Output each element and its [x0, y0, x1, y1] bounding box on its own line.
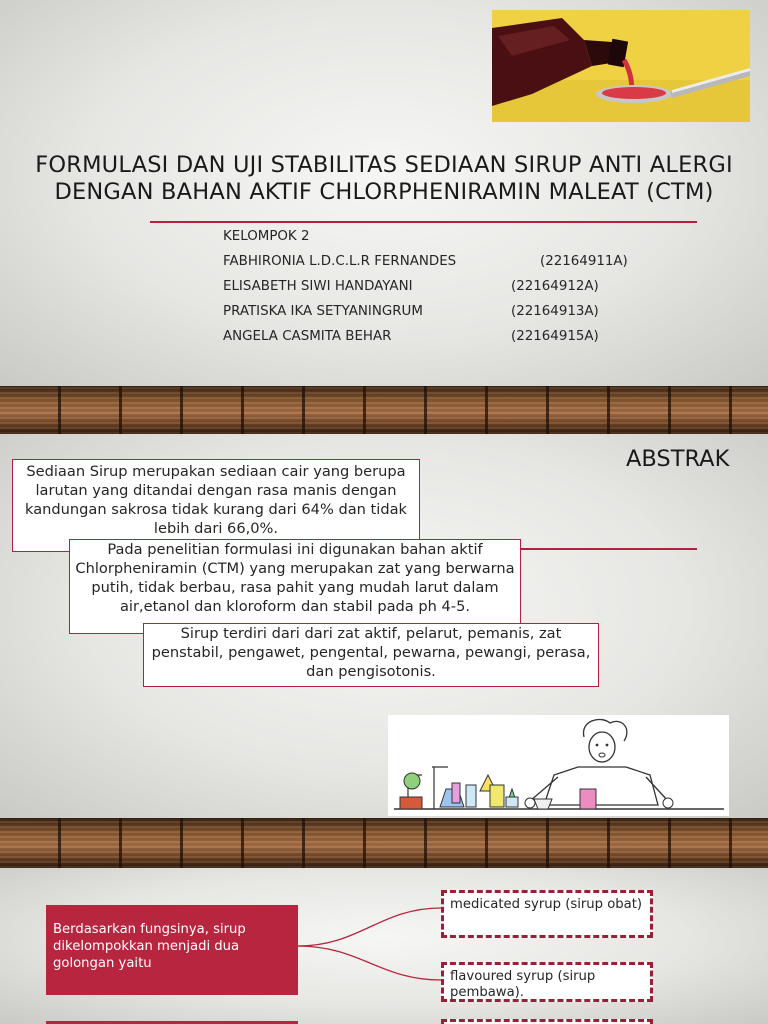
- member-id: (22164915A): [511, 329, 599, 344]
- syrup-category-box: Berdasarkan fungsinya, sirup dikelompokkan menjadi dua golongan yaitu: [46, 905, 298, 995]
- presentation-title: [0, 152, 768, 206]
- flavoured-syrup-box: flavoured syrup (sirup pembawa).: [441, 962, 653, 1002]
- member-name: ELISABETH SIWI HANDAYANI: [223, 279, 413, 294]
- scientist-lab-illustration: [388, 715, 729, 816]
- wood-floor-divider: [0, 386, 768, 434]
- group-label-row: [223, 228, 693, 253]
- next-option-box: [441, 1019, 653, 1024]
- member-id: (22164911A): [540, 254, 628, 269]
- member-name: PRATISKA IKA SETYANINGRUM: [223, 304, 423, 319]
- syrup-definition-box: Sediaan Sirup merupakan sediaan cair yang berupa larutan yang ditandai dengan rasa manis dengan kandungan sakrosa tidak kurang dari 64% dan tidak lebih dari 66,0%.: [12, 459, 420, 552]
- wood-floor-divider: [0, 818, 768, 868]
- group-label: KELOMPOK 2: [223, 229, 310, 244]
- group-member-list: [223, 228, 693, 353]
- member-row: [223, 278, 693, 303]
- member-name: ANGELA CASMITA BEHAR: [223, 329, 392, 344]
- syrup-composition-box: Sirup terdiri dari dari zat aktif, pelarut, pemanis, zat penstabil, pengawet, pengental, pewarna, pewangi, perasa, dan pengisotonis.: [143, 623, 599, 687]
- medicated-syrup-box: medicated syrup (sirup obat): [441, 890, 653, 938]
- title-slide: [0, 0, 768, 386]
- title-line-1: FORMULASI DAN UJI STABILITAS SEDIAAN SIRUP ANTI ALERGI: [35, 152, 733, 178]
- member-id: (22164912A): [511, 279, 599, 294]
- classification-slide: [0, 868, 768, 1024]
- abstract-heading: ABSTRAK: [626, 446, 730, 472]
- active-ingredient-box: Pada penelitian formulasi ini digunakan bahan aktif Chlorpheniramin (CTM) yang merupakan zat yang berwarna putih, tidak berbau, rasa pahit yang mudah larut dalam air,etanol dan kloroform dan stabil pada ph 4-5.: [69, 539, 521, 634]
- title-line-2: DENGAN BAHAN AKTIF CHLORPHENIRAMIN MALEAT (CTM): [54, 179, 714, 205]
- member-id: (22164913A): [511, 304, 599, 319]
- title-divider: [150, 221, 697, 223]
- member-row: [223, 253, 693, 278]
- member-row: [223, 328, 693, 353]
- syrup-pouring-photo: [492, 10, 750, 122]
- member-name: FABHIRONIA L.D.C.L.R FERNANDES: [223, 254, 457, 269]
- member-row: [223, 303, 693, 328]
- abstract-slide: [0, 434, 768, 818]
